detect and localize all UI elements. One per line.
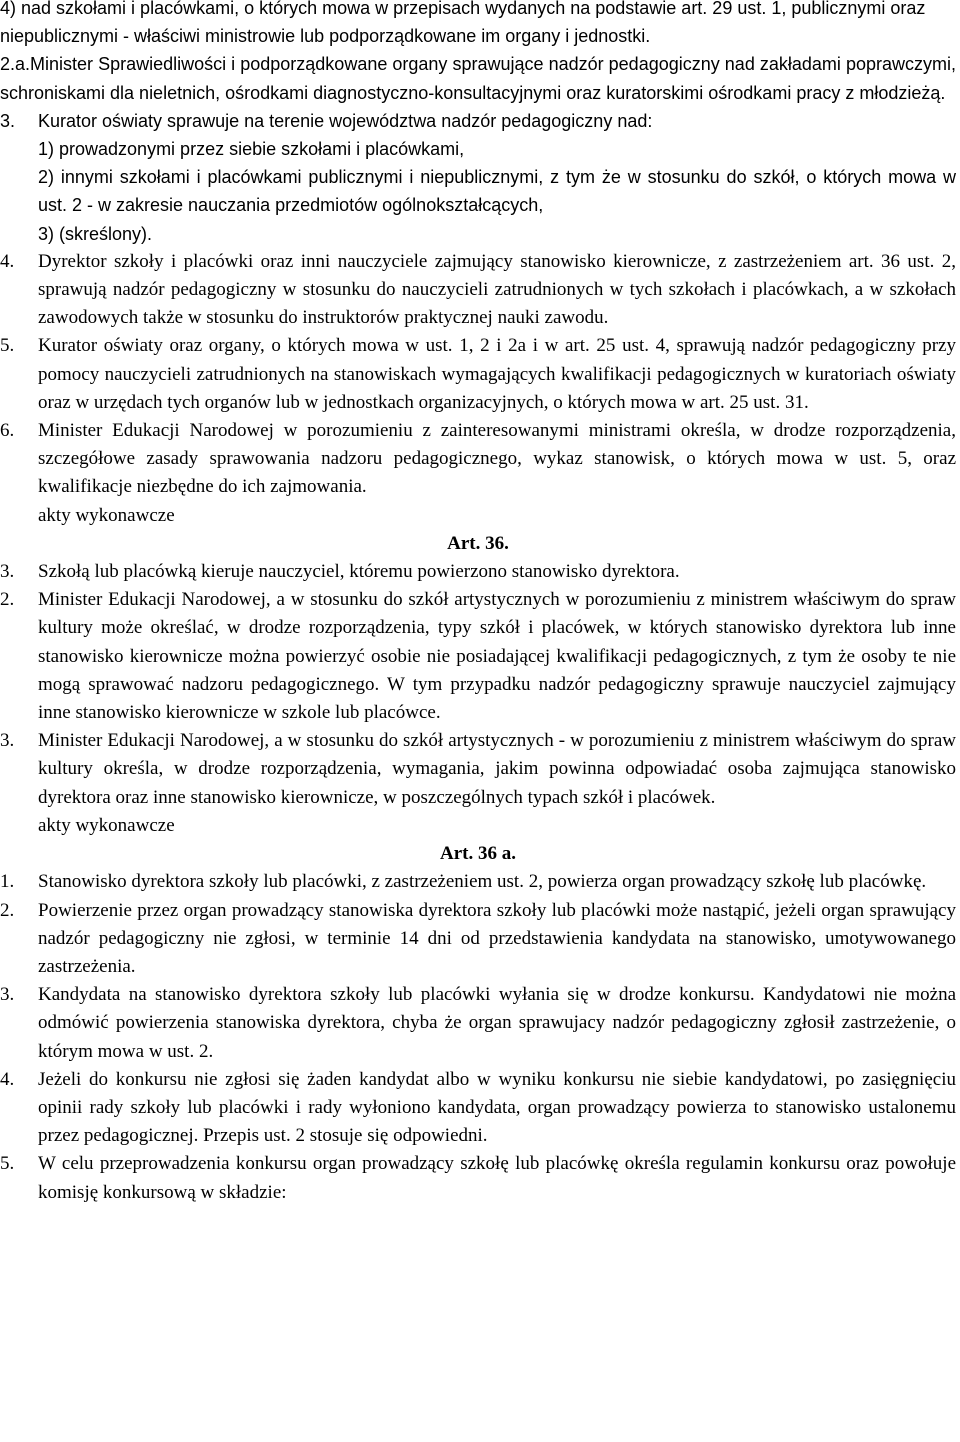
list-item-2 (38, 163, 956, 219)
paragraph-text: Minister Edukacji Narodowej, a w stosunku do szkół artystycznych - w porozumieniu z ministrem właściwym do spraw kultury określa, w drodze rozporządzenia, wymagania, jakim powinna odpowiadać osoba zajmująca stanowisko dyrektora oraz inne stanowisko kierownicze, w poszczególnych typach szkół i placówek. (38, 730, 956, 808)
paragraph-4-intro: 4) nad szkołami i placówkami, o których mowa w przepisach wydanych na podstawie art. 29 ust. 1, publicznymi oraz niepublicznymi - właściwi ministrowie lub podporządkowane im organy i jednostki. (0, 0, 926, 47)
paragraph-number: 4. (0, 1068, 15, 1090)
paragraph-text: Powierzenie przez organ prowadzący stanowiska dyrektora szkoły lub placówki może nastąpić, jeżeli organ sprawujący nadzór pedagogiczny nie zgłosi, w terminie 14 dni od przedstawienia kandydata na stanowisko, umotywowanego zastrzeżenia. (38, 899, 956, 977)
paragraph-number: 6. (0, 420, 15, 442)
paragraph-text: Jeżeli do konkursu nie zgłosi się żaden kandydat albo w wyniku konkursu nie siebie kandydatowi, po zasięgnięciu opinii rady szkoły lub placówki i rady wyłoniono kandydata, organ prowadzący powierza to stanowisko ustalonemu przez pedagogicznej. Przepis ust. 2 stosuje się odpowiedni. (38, 1068, 956, 1147)
paragraph-text: Kurator oświaty oraz organy, o których mowa w ust. 1, 2 i 2a i w art. 25 ust. 4, sprawują nadzór pedagogiczny przy pomocy nauczycieli zatrudnionych na stanowiskach wymagających kwalifikacji pedagogicznych w kuratoriach oświaty oraz w urzędach tych organów lub w jednostkach organizacyjnych, o których mowa w art. 25 ust. 31. (38, 335, 956, 413)
art36-paragraph-1 (0, 558, 956, 586)
art36a-paragraph-3 (0, 981, 956, 1066)
paragraph-text: Szkołą lub placówką kieruje nauczyciel, któremu powierzono stanowisko dyrektora. (38, 561, 680, 583)
list-item-text: 2) innymi szkołami i placówkami publicznymi i niepublicznymi, z tym że w stosunku do szkół, o których mowa w ust. 2 - w zakresie nauczania przedmiotów ogólnokształcących, (38, 167, 956, 216)
paragraph-number: 1. (0, 871, 15, 893)
art35-paragraph-5 (0, 332, 956, 417)
paragraph-number: 3. (0, 110, 16, 131)
art35-paragraph-3 (0, 107, 956, 248)
paragraph-number: 5. (0, 335, 15, 357)
paragraph-number: 3. (0, 730, 15, 752)
art36a-paragraph-4 (0, 1066, 956, 1151)
paragraph-number: 5. (0, 1153, 15, 1175)
art36-paragraph-3 (0, 727, 956, 812)
art35-paragraph-6 (0, 417, 956, 502)
paragraph-text: Minister Edukacji Narodowej w porozumieniu z zainteresowanymi ministrami określa, w drodze rozporządzenia, szczegółowe zasady sprawowania nadzoru pedagogicznego, wykaz stanowisk, o których mowa w ust. 5, oraz kwalifikacje niezbędne do ich zajmowania. (38, 420, 956, 498)
article-36-heading: Art. 36. (447, 532, 509, 554)
paragraph-text: W celu przeprowadzenia konkursu organ prowadzący szkołę lub placówkę określa regulamin konkursu oraz powołuje komisję konkursową w składzie: (38, 1153, 956, 1203)
list-item-1: 1) prowadzonymi przez siebie szkołami i placówkami, (38, 139, 465, 160)
paragraph-number: 4. (0, 250, 15, 272)
paragraph-text: Kandydata na stanowisko dyrektora szkoły lub placówki wyłania się w drodze konkursu. Kandydatowi nie można odmówić powierzenia stanowiska dyrektora, chyba że organ sprawujacy nadzór pedagogiczny zgłosił zastrzeżenie, o którym mowa w ust. 2. (38, 984, 956, 1062)
paragraph-text: Minister Edukacji Narodowej, a w stosunku do szkół artystycznych w porozumieniu z ministrem właściwym do spraw kultury może określać, w drodze rozporządzenia, typy szkół i placówek, w których stanowisko dyrektora lub inne stanowisko kierownicze można powierzyć osobie nie posiadającej kwalifikacji pedagogicznych, z tym że osoby te nie mogą sprawować nadzoru pedagogicznego. W tym przypadku nadzór pedagogiczny sprawuje nauczyciel zajmujący inne stanowisko kierownicze w szkole lub placówce. (38, 589, 956, 724)
art36-paragraph-2 (0, 586, 956, 727)
list-item-3: 3) (skreślony). (38, 223, 153, 244)
implementing-acts-link[interactable]: akty wykonawcze (38, 814, 175, 836)
paragraph-text: Minister Sprawiedliwości i podporządkowane organy sprawujące nadzór pedagogiczny nad zakładami poprawczymi, schroniskami dla nieletnich, ośrodkami diagnostyczno-konsultacyjnymi oraz kuratorskimi ośrodkami pracy z młodzieżą. (0, 54, 956, 103)
paragraph-number: 3. (0, 984, 15, 1006)
art36a-paragraph-5 (0, 1150, 956, 1206)
paragraph-text: Dyrektor szkoły i placówki oraz inni nauczyciele zajmujący stanowisko kierownicze, z zastrzeżeniem art. 36 ust. 2, sprawują nadzór pedagogiczny w stosunku do nauczycieli zatrudnionych w tych szkołach i placówkach, a w szkołach zawodowych także w stosunku do instruktorów praktycznej nauki zawodu. (38, 250, 956, 329)
paragraph-lead: Kurator oświaty sprawuje na terenie województwa nadzór pedagogiczny nad: (38, 110, 653, 131)
implementing-acts-link[interactable]: akty wykonawcze (38, 504, 175, 526)
art35-paragraph-4 (0, 248, 956, 333)
paragraph-number: 2.a. (0, 54, 31, 75)
paragraph-2a (0, 50, 956, 106)
paragraph-text: Stanowisko dyrektora szkoły lub placówki, z zastrzeżeniem ust. 2, powierza organ prowadzący szkołę lub placówkę. (38, 871, 927, 893)
art36a-paragraph-2 (0, 897, 956, 982)
paragraph-number: 2. (0, 899, 15, 921)
paragraph-number: 3. (0, 561, 15, 583)
art36a-paragraph-1 (0, 868, 956, 896)
article-36a-heading: Art. 36 a. (440, 843, 516, 865)
paragraph-number: 2. (0, 589, 15, 611)
